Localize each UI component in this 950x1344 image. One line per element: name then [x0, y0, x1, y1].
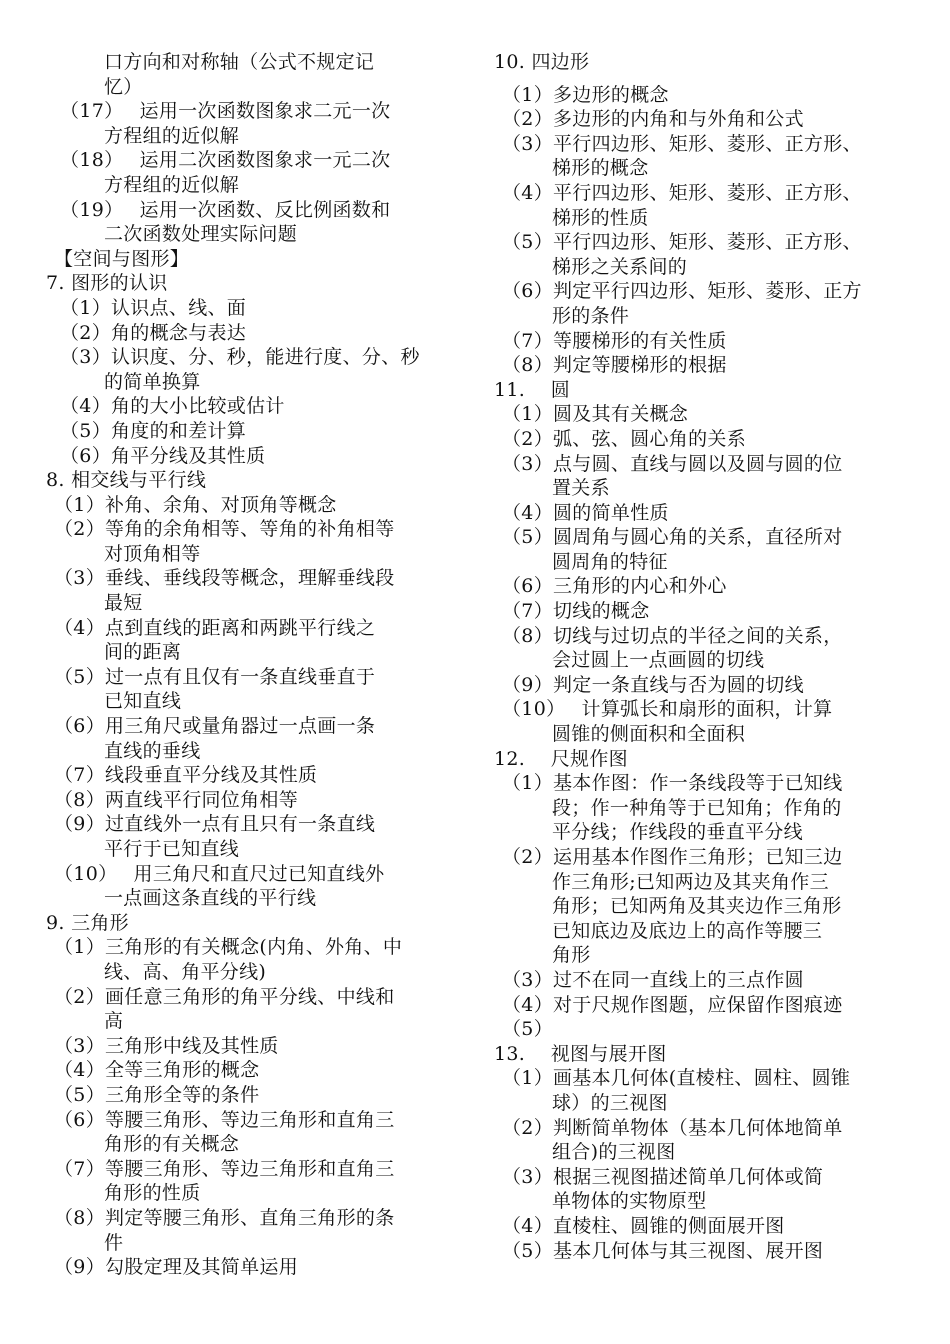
text-line: （2）等角的余角相等、等角的补角相等 [54, 518, 395, 541]
outline-item [494, 624, 912, 673]
text-line: （3）根据三视图描述简单几何体或简 [502, 1165, 824, 1188]
text-line: 间的距离 [104, 641, 182, 664]
outline-item [46, 1058, 464, 1083]
outline-item [46, 862, 464, 911]
text-line: （5） [502, 1018, 553, 1041]
outline-item [46, 198, 464, 247]
outline-item [494, 845, 912, 968]
text-line: 件 [104, 1231, 124, 1254]
outline-item [46, 985, 464, 1034]
outline-item [494, 501, 912, 526]
text-line: （7）等腰三角形、等边三角形和直角三 [54, 1157, 395, 1180]
text-line: （17） 运用一次函数图象求二元一次 [60, 100, 391, 123]
text-line: （2）弧、弦、圆心角的关系 [502, 427, 746, 450]
section-heading [494, 378, 912, 403]
text-line: 最短 [104, 592, 143, 615]
outline-item [494, 1116, 912, 1165]
text-line: 高 [104, 1010, 124, 1033]
text-line: （4）角的大小比较或估计 [60, 395, 285, 418]
text-line: （4）全等三角形的概念 [54, 1059, 260, 1082]
outline-item [46, 763, 464, 788]
outline-item [494, 697, 912, 746]
text-line: （7）线段垂直平分线及其性质 [54, 764, 318, 787]
outline-item [494, 427, 912, 452]
text-line: 10. 四边形 [494, 51, 590, 73]
outline-item [494, 83, 912, 108]
text-line: （1）三角形的有关概念(内角、外角、中 [54, 936, 403, 959]
text-line: 组合)的三视图 [552, 1141, 676, 1164]
text-line: 直线的垂线 [104, 739, 201, 762]
outline-item [494, 107, 912, 132]
left-column [46, 50, 464, 1280]
text-line: 单物体的实物原型 [552, 1190, 707, 1213]
text-line: 【空间与图形】 [54, 247, 190, 270]
text-line: （3）认识度、分、秒，能进行度、分、秒 [60, 346, 420, 369]
text-line: 12. 尺规作图 [494, 747, 628, 770]
outline-item [494, 329, 912, 354]
text-line: 角形 [552, 944, 591, 967]
text-line: （2）运用基本作图作三角形；已知三边 [502, 846, 843, 868]
text-line: （4）对于尺规作图题，应保留作图痕迹 [502, 993, 843, 1016]
text-line: （6）角平分线及其性质 [60, 444, 266, 467]
outline-item [494, 993, 912, 1018]
outline-item [494, 1214, 912, 1239]
text-line: （5）基本几何体与其三视图、展开图 [502, 1239, 824, 1262]
outline-item [494, 181, 912, 230]
text-line: （18） 运用二次函数图象求一元二次 [60, 149, 391, 172]
outline-item [494, 1165, 912, 1214]
text-line: （5）圆周角与圆心角的关系，直径所对 [502, 526, 843, 549]
text-line: （9）勾股定理及其简单运用 [54, 1256, 298, 1279]
text-line: （9）判定一条直线与否为圆的切线 [502, 673, 804, 696]
outline-item [46, 665, 464, 714]
text-line: （5）平行四边形、矩形、菱形、正方形、 [502, 231, 862, 254]
text-line: 方程组的近似解 [104, 124, 240, 147]
outline-item [46, 1108, 464, 1157]
section-heading [46, 468, 464, 493]
outline-item [46, 517, 464, 566]
text-line: 圆周角的特征 [552, 550, 668, 573]
text-line: （7）等腰梯形的有关性质 [502, 329, 727, 352]
text-line: 已知底边及底边上的高作等腰三 [552, 919, 823, 942]
text-line: （5）过一点有且仅有一条直线垂直于 [54, 665, 376, 688]
text-line: （3）平行四边形、矩形、菱形、正方形、 [502, 132, 862, 155]
outline-item [46, 812, 464, 861]
outline-item [494, 279, 912, 328]
text-line: （1）补角、余角、对顶角等概念 [54, 493, 337, 516]
outline-item [494, 402, 912, 427]
text-line: （6）等腰三角形、等边三角形和直角三 [54, 1108, 395, 1131]
text-line: （3）过不在同一直线上的三点作圆 [502, 968, 804, 991]
outline-item [494, 968, 912, 993]
text-line: 线、高、角平分线) [104, 960, 267, 983]
text-line: 忆） [104, 75, 143, 98]
text-line: （1）多边形的概念 [502, 83, 669, 106]
text-line: （1）基本作图：作一条线段等于已知线 [502, 772, 843, 795]
text-line: （3）垂线、垂线段等概念，理解垂线段 [54, 567, 395, 590]
outline-item [46, 1255, 464, 1280]
text-line: 8. 相交线与平行线 [46, 469, 207, 492]
text-line: （8）判定等腰三角形、直角三角形的条 [54, 1206, 395, 1229]
text-line: 梯形的概念 [552, 157, 649, 180]
outline-item [46, 394, 464, 419]
text-line: （1）认识点、线、面 [60, 296, 247, 319]
text-line: （19） 运用一次函数、反比例函数和 [60, 198, 391, 221]
text-line: 形的条件 [552, 304, 630, 327]
text-line: 一点画这条直线的平行线 [104, 887, 317, 910]
text-line: （4）直棱柱、圆锥的侧面展开图 [502, 1214, 785, 1237]
outline-item [494, 452, 912, 501]
text-line: （3）点与圆、直线与圆以及圆与圆的位 [502, 452, 843, 475]
outline-item [46, 616, 464, 665]
text-line: （4）圆的简单性质 [502, 501, 669, 524]
outline-item [46, 493, 464, 518]
text-line: （1）圆及其有关概念 [502, 403, 689, 426]
text-line: 段；作一种角等于已知角；作角的 [552, 796, 842, 819]
text-line: 角形的性质 [104, 1182, 201, 1205]
text-line: （1）画基本几何体(直棱柱、圆柱、圆锥 [502, 1067, 851, 1090]
text-line: （3）三角形中线及其性质 [54, 1034, 279, 1057]
text-line: （10） 用三角尺和直尺过已知直线外 [54, 862, 385, 885]
outline-item [494, 1066, 912, 1115]
text-line: （2）判断简单物体（基本几何体地简单 [502, 1116, 843, 1139]
outline-item [46, 99, 464, 148]
text-line: （2）角的概念与表达 [60, 321, 247, 344]
outline-item [46, 714, 464, 763]
section-heading [46, 271, 464, 296]
text-line: 11. 圆 [494, 378, 571, 401]
outline-item [46, 566, 464, 615]
text-line: 口方向和对称轴（公式不规定记 [104, 51, 375, 73]
text-line: 13. 视图与展开图 [494, 1042, 667, 1065]
text-line: 的简单换算 [104, 370, 201, 393]
outline-item [46, 788, 464, 813]
right-column [494, 50, 912, 1263]
text-line: （5）角度的和差计算 [60, 419, 247, 442]
outline-item [46, 935, 464, 984]
section-heading [494, 747, 912, 772]
text-line: 9. 三角形 [46, 911, 129, 934]
outline-item [46, 148, 464, 197]
text-line: 会过圆上一点画圆的切线 [552, 649, 765, 672]
outline-item [494, 1239, 912, 1264]
outline-item [494, 525, 912, 574]
outline-item [494, 353, 912, 378]
section-heading [494, 1042, 912, 1067]
part-heading [46, 247, 464, 272]
text-line: （9）过直线外一点有且只有一条直线 [54, 813, 376, 836]
text-line: （6）用三角尺或量角器过一点画一条 [54, 715, 376, 738]
text-line: 方程组的近似解 [104, 173, 240, 196]
text-line: （4）平行四边形、矩形、菱形、正方形、 [502, 181, 862, 204]
outline-item [46, 296, 464, 321]
text-line: 角形的有关概念 [104, 1133, 240, 1156]
text-line: 7. 图形的认识 [46, 272, 168, 295]
text-line: 平行于已知直线 [104, 838, 240, 860]
text-line: （6）三角形的内心和外心 [502, 575, 727, 598]
outline-item [46, 1034, 464, 1059]
text-line: 作三角形;已知两边及其夹角作三 [552, 870, 829, 893]
text-line: 球）的三视图 [552, 1091, 668, 1114]
text-line: （4）点到直线的距离和两跳平行线之 [54, 616, 376, 639]
outline-item [494, 673, 912, 698]
text-line: 平分线；作线段的垂直平分线 [552, 821, 803, 844]
text-line: 梯形之关系间的 [552, 255, 688, 278]
outline-item [46, 345, 464, 394]
text-line: （2）多边形的内角和与外角和公式 [502, 108, 804, 131]
outline-item [46, 1083, 464, 1108]
outline-item [46, 50, 464, 99]
section-heading [494, 50, 912, 75]
text-line: 角形；已知两角及其夹边作三角形 [552, 895, 842, 918]
text-line: 梯形的性质 [552, 206, 649, 229]
outline-item [46, 1157, 464, 1206]
text-line: 二次函数处理实际问题 [104, 223, 298, 246]
text-line: 圆锥的侧面积和全面积 [552, 723, 746, 746]
text-line: 对顶角相等 [104, 542, 201, 565]
text-line: （5）三角形全等的条件 [54, 1083, 260, 1106]
section-heading [46, 911, 464, 936]
outline-item [494, 132, 912, 181]
text-line: （10） 计算弧长和扇形的面积，计算 [502, 698, 833, 721]
outline-item [494, 574, 912, 599]
outline-item [494, 1017, 912, 1042]
text-line: 置关系 [552, 477, 610, 500]
outline-item [46, 321, 464, 346]
outline-item [494, 230, 912, 279]
text-line: （7）切线的概念 [502, 600, 650, 623]
text-line: （2）画任意三角形的角平分线、中线和 [54, 985, 395, 1008]
outline-item [46, 1206, 464, 1255]
text-line: （6）判定平行四边形、矩形、菱形、正方 [502, 280, 862, 303]
text-line: （8）切线与过切点的半径之间的关系， [502, 624, 843, 647]
text-line: （8）两直线平行同位角相等 [54, 788, 298, 811]
outline-item [494, 771, 912, 845]
outline-item [494, 599, 912, 624]
outline-item [46, 419, 464, 444]
text-line: 已知直线 [104, 690, 182, 713]
text-line: （8）判定等腰梯形的根据 [502, 354, 727, 377]
outline-item [46, 444, 464, 469]
